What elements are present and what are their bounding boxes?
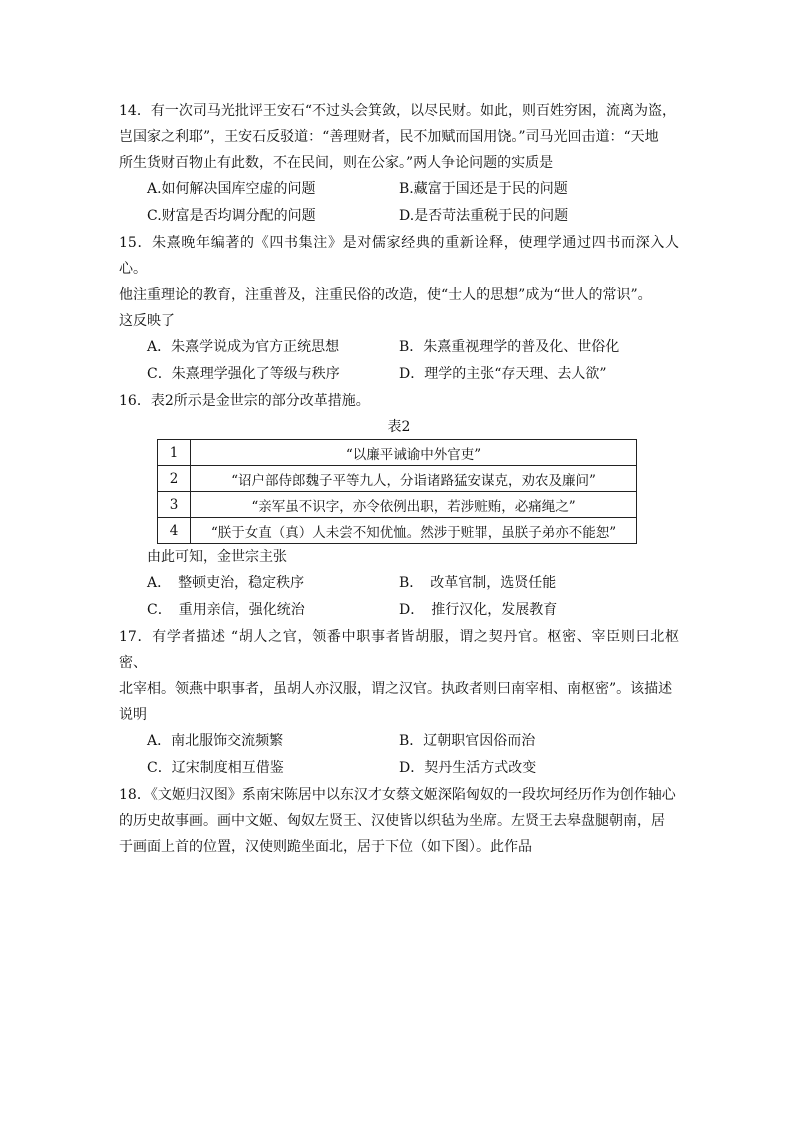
document-content <box>119 98 679 860</box>
table-row <box>158 466 637 492</box>
q17-line-1: 17．有学者描述 “胡人之官，领番中职事者皆胡服，谓之契丹官。枢密、宰臣则曰北枢密、 <box>119 629 679 671</box>
q17-option-a[interactable]: A．南北服饰交流频繁 <box>147 733 284 749</box>
q14-option-b[interactable]: B.藏富于国还是于民的问题 <box>399 181 568 197</box>
table-2-title: 表2 <box>387 419 411 435</box>
q14-line-2: 岂国家之利耶”，王安石反驳道：“善理财者，民不加赋而国用饶。”司马光回击道：“天地 <box>119 129 659 145</box>
q15-option-d[interactable]: D．理学的主张“存天理、去人欲” <box>399 366 607 382</box>
question-16 <box>119 388 679 624</box>
q15-option-a[interactable]: A．朱熹学说成为官方正统思想 <box>147 339 340 355</box>
q17-options <box>147 728 679 782</box>
table-row <box>158 492 637 518</box>
q16-after-text: 由此可知，金世宗主张 <box>147 549 287 565</box>
question-14 <box>119 98 679 230</box>
q14-option-a[interactable]: A.如何解决国库空虚的问题 <box>147 181 316 197</box>
table-row-number: 4 <box>158 518 191 544</box>
q15-option-b[interactable]: B．朱熹重视理学的普及化、世俗化 <box>399 339 620 355</box>
q18-line-2: 的历史故事画。画中文姬、匈奴左贤王、汉使皆以织毡为坐席。左贤王去皋盘腿朝南，居 <box>119 813 665 829</box>
q16-options <box>147 570 679 624</box>
q15-line-1: 15．朱熹晚年编著的《四书集注》是对儒家经典的重新诠释，使理学通过四书而深入人心。 <box>119 235 679 277</box>
q17-line-2: 北宰相。领燕中职事者，虽胡人亦汉服，谓之汉官。执政者则曰南宰相、南枢密”。该描述 <box>119 681 673 697</box>
q14-options <box>147 176 679 230</box>
table-row <box>158 518 637 544</box>
q14-option-c[interactable]: C.财富是否均调分配的问题 <box>147 208 316 224</box>
table-row-number: 3 <box>158 492 191 518</box>
table-row <box>158 440 637 466</box>
q15-options <box>147 334 679 388</box>
q18-line-1: 18．《文姬归汉图》系南宋陈居中以东汉才女蔡文姬深陷匈奴的一段坎坷经历作为创作轴心 <box>119 787 676 803</box>
q16-option-a[interactable]: A． 整顿吏治，稳定秩序 <box>147 575 305 591</box>
table-row-number: 2 <box>158 466 191 492</box>
question-17 <box>119 624 679 782</box>
table-row-number: 1 <box>158 440 191 466</box>
q15-line-3: 这反映了 <box>119 313 175 329</box>
q17-option-b[interactable]: B．辽朝职官因俗而治 <box>399 733 536 749</box>
q16-option-b[interactable]: B． 改革官制，选贤任能 <box>399 575 557 591</box>
table-row-text: “朕于女直（真）人未尝不知优恤。然涉于赃罪，虽朕子弟亦不能恕” <box>191 518 637 544</box>
q14-option-d[interactable]: D.是否苛法重税于民的问题 <box>399 208 569 224</box>
q15-option-c[interactable]: C．朱熹理学强化了等级与秩序 <box>147 366 340 382</box>
q17-line-3: 说明 <box>119 707 147 723</box>
q14-line-1: 14．有一次司马光批评王安石“不过头会箕敛，以尽民财。如此，则百姓穷困，流离为盗， <box>119 103 676 119</box>
table-2 <box>157 439 637 544</box>
q14-line-3: 所生货财百物止有此数，不在民间，则在公家。”两人争论问题的实质是 <box>119 155 554 171</box>
q16-option-c[interactable]: C． 重用亲信，强化统治 <box>147 602 305 618</box>
table-row-text: “以廉平诫谕中外官吏” <box>191 440 637 466</box>
table-row-text: “诏户部侍郎魏子平等九人，分诣诸路猛安谋克，劝农及廉问” <box>191 466 637 492</box>
q18-line-3: 于画面上首的位置，汉使则跪坐面北，居于下位（如下图）。此作品 <box>119 839 532 855</box>
q17-option-d[interactable]: D．契丹生活方式改变 <box>399 760 537 776</box>
q15-line-2: 他注重理论的教育，注重普及，注重民俗的改造，使“士人的思想”成为“世人的常识”。 <box>119 287 652 303</box>
q17-option-c[interactable]: C．辽宋制度相互借鉴 <box>147 760 284 776</box>
question-15 <box>119 230 679 388</box>
question-18 <box>119 782 679 860</box>
q16-intro: 16．表2所示是金世宗的部分改革措施。 <box>119 393 370 409</box>
q16-option-d[interactable]: D． 推行汉化，发展教育 <box>399 602 558 618</box>
table-row-text: “亲军虽不识字，亦令依例出职，若涉赃贿，必痛绳之” <box>191 492 637 518</box>
